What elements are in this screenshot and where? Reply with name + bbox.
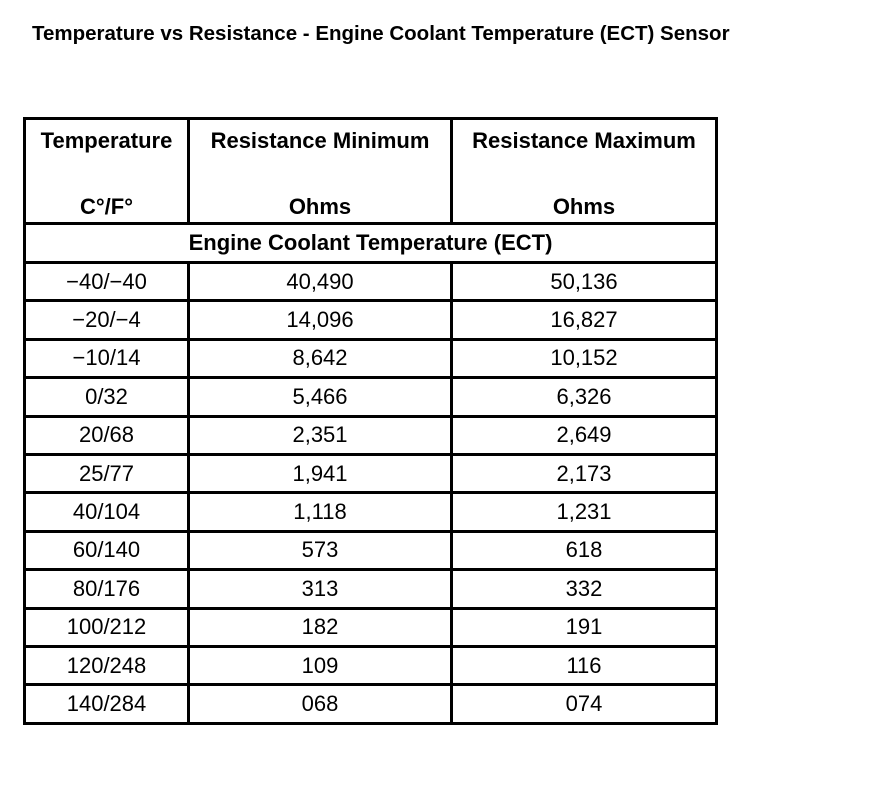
table-row	[25, 493, 717, 531]
section-row	[25, 224, 717, 263]
cell-temperature: 140/284	[25, 685, 189, 723]
header-resistance-minimum-unit: Ohms	[288, 194, 352, 219]
cell-temperature: 25/77	[25, 454, 189, 492]
cell-resistance-max: 191	[452, 608, 717, 646]
cell-resistance-min: 182	[189, 608, 452, 646]
cell-temperature: −20/−4	[25, 301, 189, 339]
cell-resistance-min: 068	[189, 685, 452, 723]
header-temperature-title: Temperature	[40, 128, 173, 153]
cell-temperature: 20/68	[25, 416, 189, 454]
cell-resistance-min: 109	[189, 646, 452, 684]
header-resistance-maximum-unit: Ohms	[552, 194, 616, 219]
cell-resistance-max: 116	[452, 646, 717, 684]
cell-temperature: 40/104	[25, 493, 189, 531]
cell-resistance-max: 6,326	[452, 378, 717, 416]
cell-temperature: 100/212	[25, 608, 189, 646]
cell-resistance-max: 2,173	[452, 454, 717, 492]
table-row	[25, 416, 717, 454]
cell-resistance-min: 8,642	[189, 339, 452, 377]
cell-resistance-min: 14,096	[189, 301, 452, 339]
cell-temperature: −10/14	[25, 339, 189, 377]
table-row	[25, 454, 717, 492]
cell-resistance-min: 40,490	[189, 263, 452, 301]
header-temperature-unit: C°/F°	[79, 194, 134, 219]
cell-resistance-min: 1,941	[189, 454, 452, 492]
table-row	[25, 263, 717, 301]
header-resistance-maximum-title: Resistance Maximum	[472, 128, 696, 153]
cell-resistance-max: 1,231	[452, 493, 717, 531]
cell-resistance-max: 332	[452, 570, 717, 608]
header-temperature	[25, 119, 189, 224]
table-header-row	[25, 119, 717, 224]
cell-resistance-max: 2,649	[452, 416, 717, 454]
header-resistance-minimum-title: Resistance Minimum	[210, 128, 430, 153]
ect-resistance-table	[23, 117, 718, 725]
cell-resistance-min: 573	[189, 531, 452, 569]
cell-temperature: 0/32	[25, 378, 189, 416]
page-title: Temperature vs Resistance - Engine Coolant Temperature (ECT) Sensor	[32, 22, 730, 45]
table-row	[25, 378, 717, 416]
header-resistance-maximum	[452, 119, 717, 224]
section-label: Engine Coolant Temperature (ECT)	[25, 224, 717, 263]
table-row	[25, 301, 717, 339]
cell-temperature: −40/−40	[25, 263, 189, 301]
table-row	[25, 646, 717, 684]
cell-resistance-max: 16,827	[452, 301, 717, 339]
cell-temperature: 60/140	[25, 531, 189, 569]
cell-resistance-min: 1,118	[189, 493, 452, 531]
cell-resistance-max: 50,136	[452, 263, 717, 301]
cell-temperature: 80/176	[25, 570, 189, 608]
header-resistance-minimum	[189, 119, 452, 224]
cell-resistance-max: 10,152	[452, 339, 717, 377]
cell-resistance-min: 313	[189, 570, 452, 608]
cell-resistance-min: 5,466	[189, 378, 452, 416]
cell-temperature: 120/248	[25, 646, 189, 684]
table-row	[25, 608, 717, 646]
cell-resistance-max: 074	[452, 685, 717, 723]
table-row	[25, 339, 717, 377]
table-row	[25, 685, 717, 723]
cell-resistance-min: 2,351	[189, 416, 452, 454]
cell-resistance-max: 618	[452, 531, 717, 569]
table-row	[25, 570, 717, 608]
table-row	[25, 531, 717, 569]
